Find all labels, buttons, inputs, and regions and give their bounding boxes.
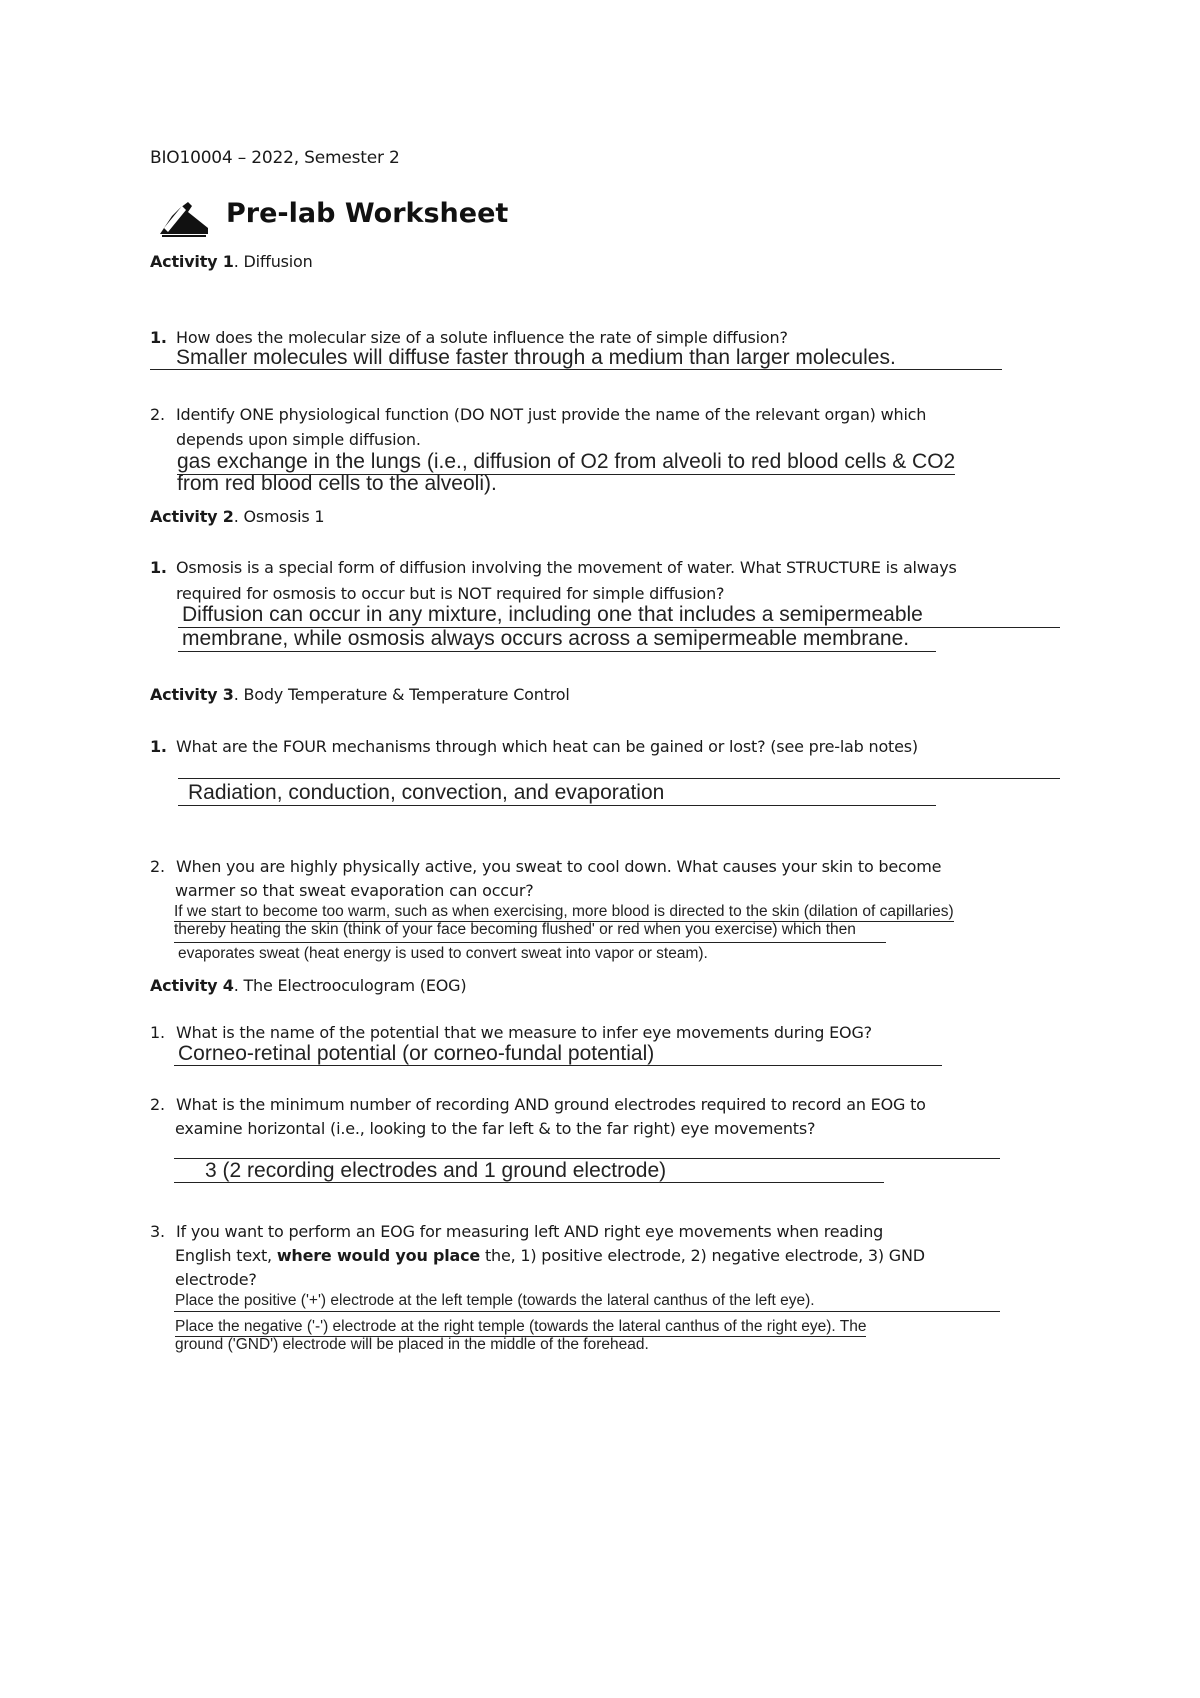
page-title: Pre-lab Worksheet: [226, 198, 509, 229]
answer-1-2-line1: gas exchange in the lungs (i.e., diffusion of O2 from alveoli to red blood cells & CO2: [177, 450, 956, 473]
activity-2-heading: Activity 2. Osmosis 1: [150, 507, 325, 526]
question-1-2-line1: 2. Identify ONE physiological function (DO NOT just provide the name of the relevant organ) which: [150, 405, 927, 424]
answer-1-1: Smaller molecules will diffuse faster through a medium than larger molecules.: [176, 346, 896, 369]
question-4-1: 1. What is the name of the potential that we measure to infer eye movements during EOG?: [150, 1023, 872, 1042]
answer-4-3-line3: ground ('GND') electrode will be placed in the middle of the forehead.: [175, 1336, 649, 1353]
pencil-hand-icon: [158, 198, 210, 238]
answer-4-2: 3 (2 recording electrodes and 1 ground electrode): [205, 1159, 667, 1182]
answer-4-3-line1: Place the positive ('+') electrode at the left temple (towards the lateral canthus of the left eye).: [175, 1292, 815, 1309]
activity-1-heading: Activity 1. Diffusion: [150, 252, 313, 271]
answer-4-3-line2: Place the negative ('-') electrode at the right temple (towards the lateral canthus of the right eye). The: [175, 1318, 867, 1335]
question-2-1-line2: required for osmosis to occur but is NOT required for simple diffusion?: [176, 584, 725, 603]
question-3-1: 1. What are the FOUR mechanisms through which heat can be gained or lost? (see pre-lab notes): [150, 737, 918, 756]
answer-2-1-line2: membrane, while osmosis always occurs across a semipermeable membrane.: [182, 627, 910, 650]
question-1-2-line2: depends upon simple diffusion.: [176, 430, 421, 449]
answer-line: [174, 1065, 942, 1066]
course-header: BIO10004 – 2022, Semester 2: [150, 148, 400, 168]
answer-1-2-line2: from red blood cells to the alveoli).: [177, 472, 497, 495]
answer-3-1: Radiation, conduction, convection, and evaporation: [188, 781, 665, 804]
activity-3-heading: Activity 3. Body Temperature & Temperature Control: [150, 685, 570, 704]
answer-line: [150, 369, 1002, 370]
answer-4-1: Corneo-retinal potential (or corneo-fundal potential): [178, 1042, 655, 1065]
answer-2-1-line1: Diffusion can occur in any mixture, including one that includes a semipermeable: [182, 603, 923, 626]
question-4-3-line1: 3. If you want to perform an EOG for measuring left AND right eye movements when reading: [150, 1222, 884, 1241]
answer-line: [174, 942, 886, 943]
question-1-1: 1. How does the molecular size of a solute influence the rate of simple diffusion?: [150, 328, 788, 347]
answer-line: [178, 651, 936, 652]
question-4-3-line2: English text, where would you place the, 1) positive electrode, 2) negative electrode, 3) GND: [175, 1246, 925, 1265]
answer-3-2-line3: evaporates sweat (heat energy is used to convert sweat into vapor or steam).: [178, 945, 708, 962]
answer-line: [178, 805, 936, 806]
question-3-2-line2: warmer so that sweat evaporation can occur?: [175, 881, 534, 900]
question-4-3-line3: electrode?: [175, 1270, 257, 1289]
answer-line: [174, 1182, 884, 1183]
question-4-2-line2: examine horizontal (i.e., looking to the far left & to the far right) eye movements?: [175, 1119, 816, 1138]
question-4-2-line1: 2. What is the minimum number of recording AND ground electrodes required to record an EOG to: [150, 1095, 926, 1114]
answer-3-2-line2: thereby heating the skin (think of your face becoming flushed' or red when you exercise) which then: [174, 921, 856, 938]
answer-3-2-line1: If we start to become too warm, such as when exercising, more blood is directed to the skin (dilation of capillaries): [174, 903, 954, 920]
answer-line: [178, 778, 1060, 779]
question-3-2-line1: 2. When you are highly physically active, you sweat to cool down. What causes your skin to become: [150, 857, 942, 876]
activity-4-heading: Activity 4. The Electrooculogram (EOG): [150, 976, 467, 995]
answer-line: [174, 1311, 1000, 1312]
question-2-1-line1: 1. Osmosis is a special form of diffusion involving the movement of water. What STRUCTURE is always: [150, 558, 957, 577]
